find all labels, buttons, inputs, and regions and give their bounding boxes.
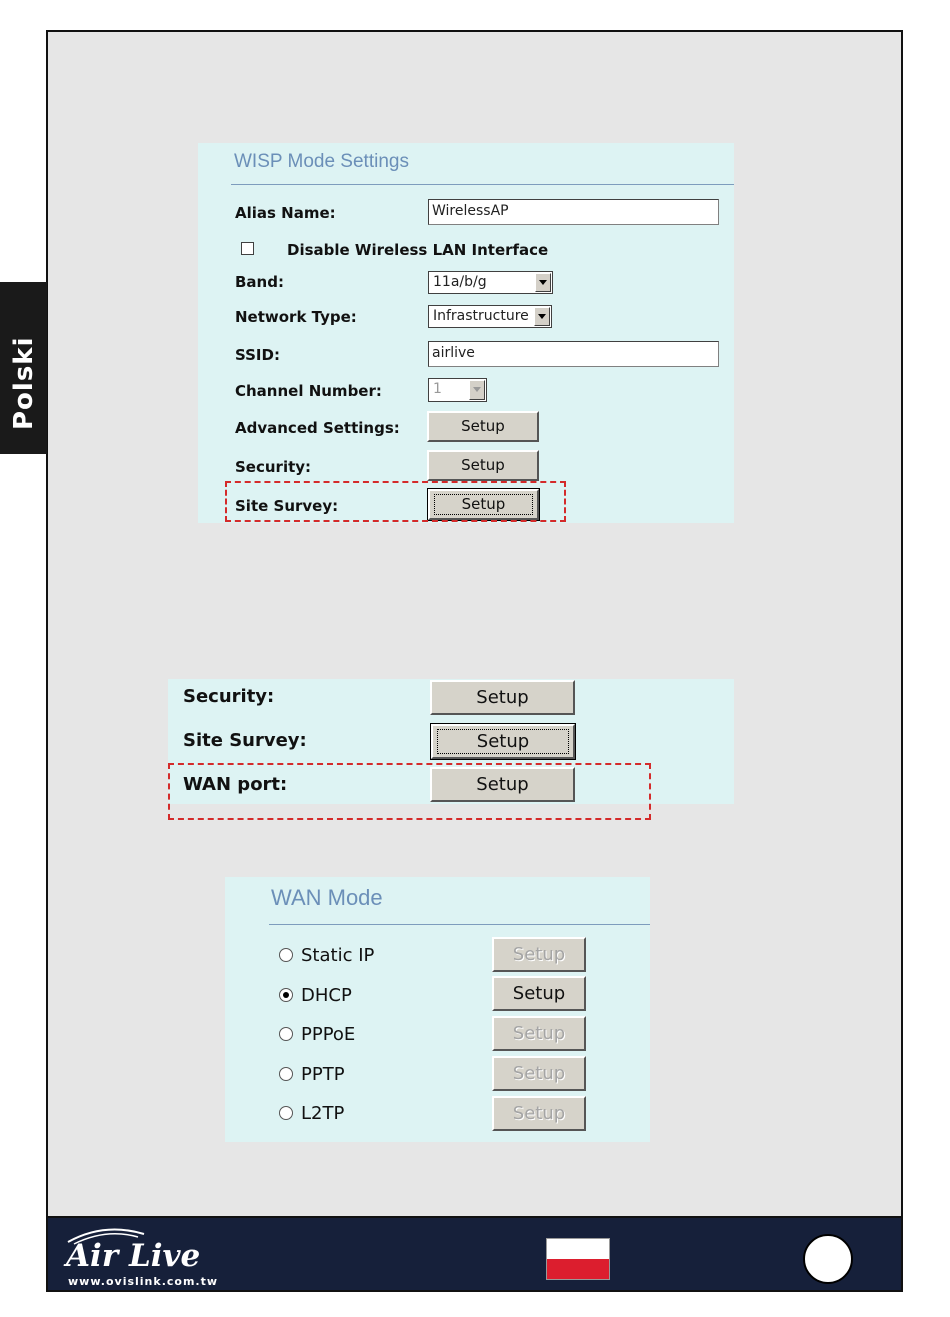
site-survey-label-2: Site Survey:	[183, 730, 307, 751]
dhcp-label: DHCP	[301, 985, 352, 1006]
wan-port-label: WAN port:	[183, 774, 288, 795]
network-type-select[interactable]	[428, 305, 552, 328]
wan-port-highlight	[168, 763, 651, 820]
pptp-label: PPTP	[301, 1064, 345, 1085]
site-survey-setup-button[interactable]: Setup	[428, 489, 539, 520]
site-survey-label: Site Survey:	[235, 497, 339, 515]
ssid-input[interactable]: airlive	[428, 341, 719, 367]
band-label: Band:	[235, 273, 284, 291]
disable-wlan-label: Disable Wireless LAN Interface	[287, 241, 549, 259]
band-select-value: 11a/b/g	[433, 274, 487, 290]
l2tp-label: L2TP	[301, 1103, 345, 1124]
security-label-2: Security:	[183, 686, 275, 707]
wan-port-setup-button[interactable]: Setup	[430, 767, 575, 802]
alias-name-label: Alias Name:	[235, 204, 336, 222]
chevron-down-icon	[534, 307, 550, 326]
chevron-down-icon	[469, 380, 485, 400]
l2tp-setup-button[interactable]: Setup	[492, 1096, 586, 1131]
chevron-down-icon	[535, 273, 551, 292]
language-side-tab-label: Polski	[9, 336, 39, 430]
l2tp-radio[interactable]	[279, 1106, 293, 1120]
security-label: Security:	[235, 458, 312, 476]
channel-number-label: Channel Number:	[235, 382, 382, 400]
disable-wlan-checkbox[interactable]	[241, 242, 254, 255]
dhcp-setup-button[interactable]: Setup	[492, 976, 586, 1011]
language-side-tab	[0, 282, 47, 454]
channel-number-select-value: 1	[433, 381, 442, 397]
page-footer	[46, 1216, 903, 1292]
wisp-title-rule	[231, 184, 734, 185]
pptp-radio[interactable]	[279, 1067, 293, 1081]
site-survey-setup-button-2[interactable]: Setup	[431, 724, 575, 759]
static-ip-label: Static IP	[301, 945, 375, 966]
advanced-settings-setup-button[interactable]: Setup	[427, 411, 539, 442]
static-ip-setup-button[interactable]: Setup	[492, 937, 586, 972]
security-setup-button[interactable]: Setup	[427, 450, 539, 481]
airlive-logo: Air Live	[66, 1238, 201, 1274]
pptp-setup-button[interactable]: Setup	[492, 1056, 586, 1091]
dhcp-radio[interactable]	[279, 988, 293, 1002]
advanced-settings-label: Advanced Settings:	[235, 419, 400, 437]
poland-flag-icon	[546, 1238, 610, 1280]
security-setup-button-2[interactable]: Setup	[430, 680, 575, 715]
airlive-url: www.ovislink.com.tw	[68, 1275, 219, 1288]
wan-mode-title: WAN Mode	[271, 885, 383, 910]
pppoe-setup-button[interactable]: Setup	[492, 1016, 586, 1051]
pppoe-radio[interactable]	[279, 1027, 293, 1041]
static-ip-radio[interactable]	[279, 948, 293, 962]
ssid-label: SSID:	[235, 346, 280, 364]
wan-mode-panel	[225, 877, 650, 1142]
page-number-circle	[803, 1234, 853, 1284]
wan-mode-title-rule	[269, 924, 650, 925]
band-select[interactable]	[428, 271, 553, 294]
site-survey-highlight	[225, 481, 566, 522]
alias-name-input[interactable]: WirelessAP	[428, 199, 719, 225]
network-type-label: Network Type:	[235, 308, 357, 326]
network-type-select-value: Infrastructure	[433, 308, 529, 324]
wisp-settings-title: WISP Mode Settings	[234, 151, 409, 172]
channel-number-select[interactable]	[428, 378, 487, 402]
pppoe-label: PPPoE	[301, 1024, 356, 1045]
